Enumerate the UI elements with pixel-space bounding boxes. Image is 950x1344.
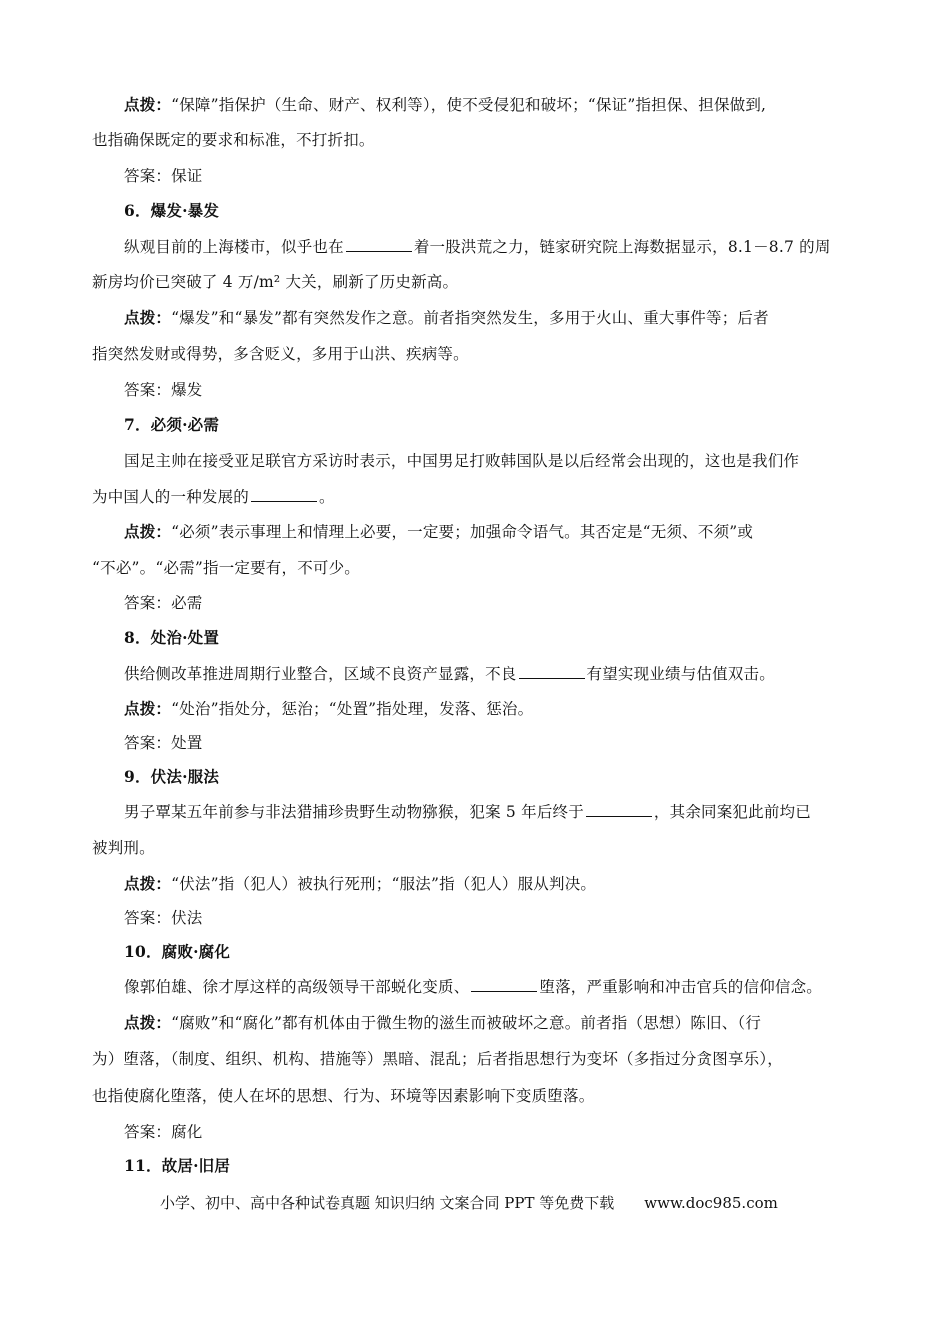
answer-text: 腐化 bbox=[171, 1123, 203, 1141]
tip-text: “必须”表示事理上和情理上必要，一定要；加强命令语气。其否定是“无须、不须”或 bbox=[171, 523, 754, 541]
answer-5 bbox=[124, 165, 862, 187]
question-text: 有望实现业绩与估值双击。 bbox=[586, 665, 775, 683]
tip-10-line-1 bbox=[124, 1012, 862, 1034]
answer-label: 答案： bbox=[124, 594, 172, 612]
answer-7 bbox=[124, 592, 862, 614]
tip-9-line-1 bbox=[124, 873, 862, 895]
question-text: 像郭伯雄、徐才厚这样的高级领导干部蜕化变质、 bbox=[124, 978, 470, 996]
answer-label: 答案： bbox=[124, 734, 172, 752]
footer-url: www.doc985.com bbox=[644, 1194, 778, 1212]
tip-text: “保障”指保护（生命、财产、权利等），使不受侵犯和破坏；“保证”指担保、担保做到, bbox=[171, 96, 767, 114]
page-footer bbox=[160, 1192, 778, 1213]
tip-6-line-1 bbox=[124, 307, 862, 329]
question-text: 为中国人的一种发展的 bbox=[92, 488, 250, 506]
heading-8: 8．处治·处置 bbox=[124, 628, 220, 647]
question-7-line-2 bbox=[92, 486, 862, 508]
tip-label: 点拨： bbox=[124, 874, 172, 893]
tip-10-line-3: 也指使腐化堕落，使人在坏的思想、行为、环境等因素影响下变质堕落。 bbox=[92, 1087, 595, 1105]
answer-text: 保证 bbox=[171, 167, 203, 185]
tip-text: “伏法”指（犯人）被执行死刑；“服法”指（犯人）服从判决。 bbox=[171, 875, 597, 893]
answer-text: 必需 bbox=[171, 594, 203, 612]
question-text: ，其余同案犯此前均已 bbox=[653, 803, 811, 821]
heading-9: 9．伏法·服法 bbox=[124, 767, 220, 786]
heading-7: 7．必须·必需 bbox=[124, 415, 220, 434]
tip-label: 点拨： bbox=[124, 1013, 172, 1032]
question-6-line-2: 新房均价已突破了 4 万/m² 大关，刷新了历史新高。 bbox=[92, 273, 459, 291]
question-10-line-1 bbox=[124, 976, 862, 998]
answer-text: 处置 bbox=[171, 734, 203, 752]
answer-label: 答案： bbox=[124, 381, 172, 399]
question-text: 纵观目前的上海楼市，似乎也在 bbox=[124, 238, 344, 256]
tip-5-line-1 bbox=[124, 94, 862, 116]
question-6-line-1 bbox=[124, 236, 862, 258]
tip-text: “处治”指处分，惩治；“处置”指处理，发落、惩治。 bbox=[171, 700, 534, 718]
tip-text: “爆发”和“暴发”都有突然发作之意。前者指突然发生，多用于火山、重大事件等；后者 bbox=[171, 309, 769, 327]
tip-8-line-1 bbox=[124, 698, 862, 720]
question-text: 着一股洪荒之力，链家研究院上海数据显示，8.1－8.7 的周 bbox=[413, 238, 831, 256]
question-text: 堕落，严重影响和冲击官兵的信仰信念。 bbox=[539, 978, 823, 996]
answer-text: 伏法 bbox=[171, 909, 203, 927]
answer-blank bbox=[346, 237, 412, 252]
answer-9 bbox=[124, 907, 862, 929]
tip-5-line-2: 也指确保既定的要求和标准，不打折扣。 bbox=[92, 131, 375, 149]
question-7-line-1: 国足主帅在接受亚足联官方采访时表示，中国男足打败韩国队是以后经常会出现的，这也是我们作 bbox=[124, 452, 800, 470]
heading-10: 10．腐败·腐化 bbox=[124, 942, 231, 961]
answer-8 bbox=[124, 732, 862, 754]
question-text: 供给侧改革推进周期行业整合，区域不良资产显露，不良 bbox=[124, 665, 517, 683]
tip-label: 点拨： bbox=[124, 699, 172, 718]
footer-text: 小学、初中、高中各种试卷真题 知识归纳 文案合同 PPT 等免费下载 bbox=[160, 1194, 615, 1212]
question-text: 男子覃某五年前参与非法猎捕珍贵野生动物猕猴，犯案 5 年后终于 bbox=[124, 803, 584, 821]
tip-label: 点拨： bbox=[124, 95, 172, 114]
answer-blank bbox=[251, 487, 317, 502]
tip-7-line-1 bbox=[124, 521, 862, 543]
answer-label: 答案： bbox=[124, 909, 172, 927]
tip-10-line-2: 为）堕落，（制度、组织、机构、措施等）黑暗、混乱；后者指思想行为变坏（多指过分贪图享乐）， bbox=[92, 1050, 784, 1068]
question-8-line-1 bbox=[124, 663, 862, 685]
tip-label: 点拨： bbox=[124, 522, 172, 541]
tip-text: “腐败”和“腐化”都有机体由于微生物的滋生而被破坏之意。前者指（思想）陈旧、（行 bbox=[171, 1014, 762, 1032]
answer-blank bbox=[519, 664, 585, 679]
question-9-line-2: 被判刑。 bbox=[92, 839, 155, 857]
answer-label: 答案： bbox=[124, 167, 172, 185]
question-text: 。 bbox=[319, 488, 335, 506]
heading-11: 11．故居·旧居 bbox=[124, 1156, 231, 1175]
answer-label: 答案： bbox=[124, 1123, 172, 1141]
answer-blank bbox=[471, 977, 537, 992]
answer-blank bbox=[586, 802, 652, 817]
answer-10 bbox=[124, 1121, 862, 1143]
answer-6 bbox=[124, 379, 862, 401]
tip-6-line-2: 指突然发财或得势，多含贬义，多用于山洪、疾病等。 bbox=[92, 345, 469, 363]
heading-6: 6．爆发·暴发 bbox=[124, 201, 220, 220]
question-9-line-1 bbox=[124, 801, 862, 823]
tip-7-line-2: “不必”。“必需”指一定要有，不可少。 bbox=[92, 559, 360, 577]
answer-text: 爆发 bbox=[171, 381, 203, 399]
tip-label: 点拨： bbox=[124, 308, 172, 327]
